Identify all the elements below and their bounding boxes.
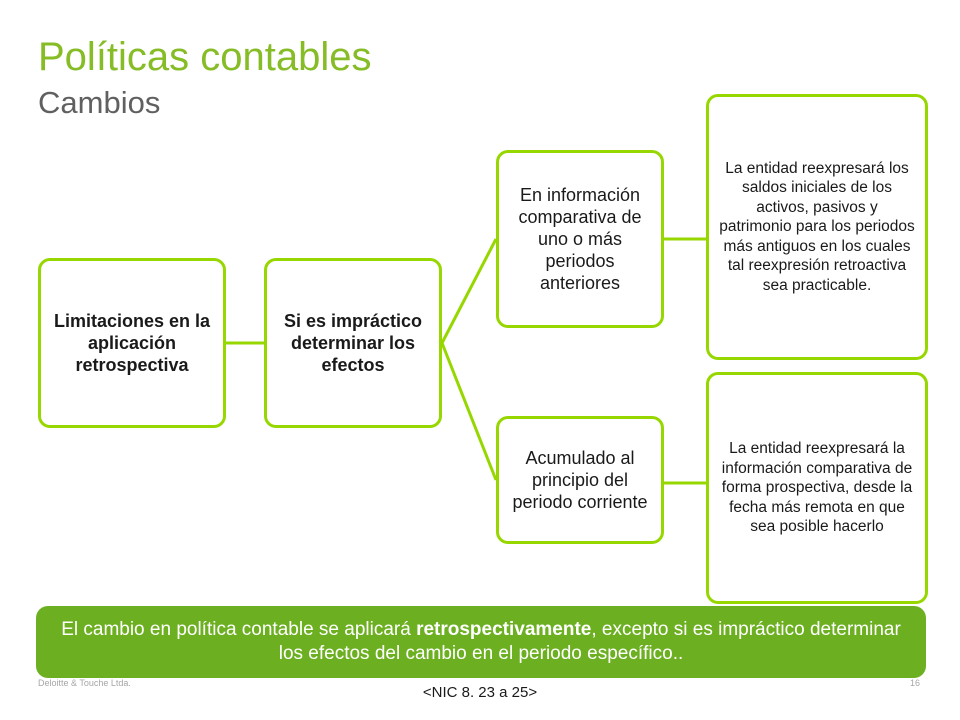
connector-condition-top bbox=[442, 239, 496, 343]
banner-text-before: El cambio en política contable se aplicará bbox=[61, 619, 417, 640]
page-number: 16 bbox=[909, 678, 920, 688]
node-result-top-text: La entidad reexpresará los saldos iniciales de los activos, pasivos y patrimonio para los periodos más antiguos en los cuales tal reexpresión retroactiva sea practicable. bbox=[719, 159, 915, 294]
banner-text-after: , excepto si es impráctico determinar los efectos del cambio en el periodo específico.. bbox=[278, 619, 901, 664]
node-branch-bottom bbox=[496, 416, 664, 544]
footer-reference: <NIC 8. 23 a 25> bbox=[422, 684, 538, 701]
node-root-text: Limitaciones en la aplicación retrospectiva bbox=[53, 311, 211, 375]
banner-emphasis: retrospectivamente bbox=[416, 619, 592, 640]
node-branch-bottom-text: Acumulado al principio del periodo corriente bbox=[512, 448, 648, 512]
slide-subtitle: Cambios bbox=[38, 85, 161, 120]
summary-banner-text bbox=[56, 618, 906, 666]
node-branch-top-text: En información comparativa de uno o más periodos anteriores bbox=[518, 185, 642, 293]
footer-company: Deloitte & Touche Ltda. bbox=[38, 678, 131, 688]
node-condition-text: Si es impráctico determinar los efectos bbox=[283, 311, 423, 375]
slide-title: Políticas contables bbox=[38, 35, 372, 79]
connector-condition-bottom bbox=[442, 343, 496, 480]
node-condition bbox=[264, 258, 442, 428]
node-result-bottom bbox=[706, 372, 928, 604]
node-result-top bbox=[706, 94, 928, 360]
node-branch-top bbox=[496, 150, 664, 328]
node-root bbox=[38, 258, 226, 428]
node-result-bottom-text: La entidad reexpresará la información comparativa de forma prospectiva, desde la fecha más remota en que sea posible hacerlo bbox=[721, 440, 913, 536]
summary-banner bbox=[36, 606, 926, 678]
